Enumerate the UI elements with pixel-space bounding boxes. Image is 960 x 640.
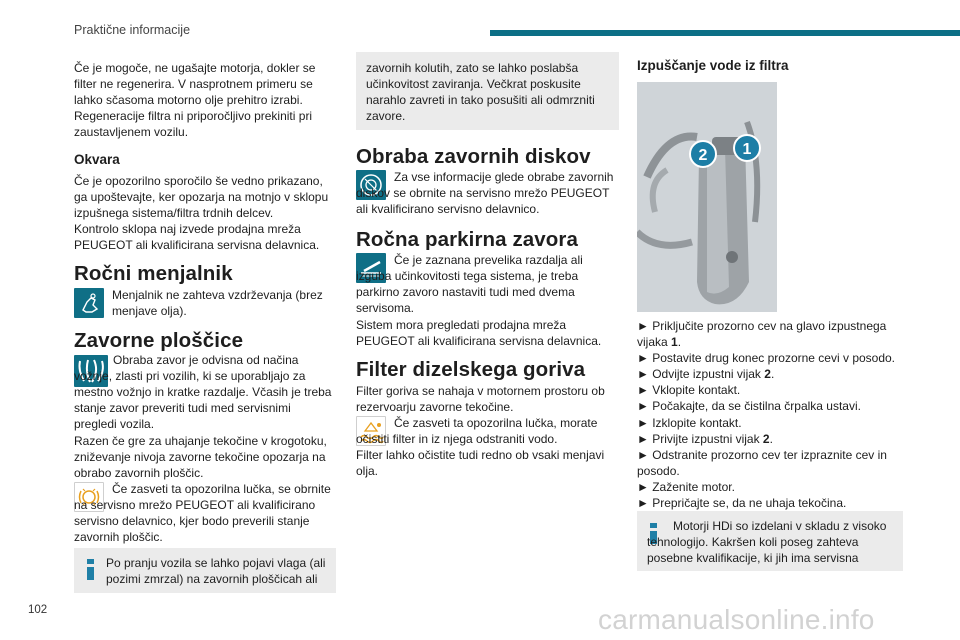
step-item: ► Postavite drug konec prozorne cevi v posodo.: [637, 351, 896, 366]
diesel-filter-text-1: Filter goriva se nahaja v motornem prostoru ob rezervoarju zavorne tekočine.: [356, 384, 605, 415]
photo-label-2: 2: [698, 147, 708, 164]
step-item: ► Prepričajte se, da ne uhaja tekočina.: [637, 496, 847, 511]
brake-pads-heading: Zavorne ploščice: [74, 329, 244, 352]
hdi-info-note: [637, 511, 903, 571]
drain-steps-list: [637, 318, 903, 511]
wash-info-text-continued: zavornih kolutih, zato se lahko poslabša učinkovitost zaviranja. Večkrat poskusite narahlo zavreti in tako posušiti ali odmrzniti zavore.: [366, 61, 595, 124]
manual-gearbox-text: Menjalnik ne zahteva vzdrževanja (brez menjave olja).: [112, 288, 323, 319]
intro-paragraph: Če je mogoče, ne ugašajte motorja, dokler se filter ne regenerira. V nasprotnem primeru se lahko sčasoma motorno olje prehitro izrabi. Regeneracije filtra ni priporočljivo prekiniti pri zaustavljenem vozilu.: [74, 61, 316, 140]
diesel-filter-heading: Filter dizelskega goriva: [356, 358, 586, 381]
step-item: ► Počakajte, da se čistilna črpalka ustavi.: [637, 399, 861, 414]
step-item: ► Odvijte izpustni vijak 2.: [637, 367, 775, 382]
hdi-info-text: Motorji HDi so izdelani v skladu z visoko tehnologijo. Kakršen koli poseg zahteva posebne kvalifikacije, ki jih ima servisna: [647, 519, 887, 566]
running-header: Praktične informacije: [74, 23, 191, 37]
brake-pads-text-1: Obraba zavor je odvisna od načina vožnje, zlasti pri vozilih, ki se uporabljajo za mestno vožnjo in kratke razdalje. Včasih je treba stanje zavor preveriti tudi med servisnimi pregledi vozila.: [74, 353, 332, 432]
gearbox-icon: [74, 288, 104, 318]
watermark: carmanualsonline.info: [598, 604, 875, 635]
manual-gearbox-heading: Ročni menjalnik: [74, 262, 233, 285]
brake-discs-heading: Obraba zavornih diskov: [356, 145, 591, 168]
okvara-text-2: Kontrolo sklopa naj izvede prodajna mreža PEUGEOT ali kvalificirana servisna delavnica.: [74, 222, 320, 253]
parking-brake-text-1: Če je zaznana prevelika razdalja ali izguba učinkovitosti tega sistema, je treba parkirno zavoro nastaviti tudi med dvema servisoma.: [356, 253, 583, 316]
drain-water-heading: Izpuščanje vode iz filtra: [637, 58, 789, 73]
brake-pads-text-2: Razen če gre za uhajanje tekočine v krogotoku, zniževanje nivoja zavorne tekočine opozarja na obrabo zavornih ploščic.: [74, 434, 327, 481]
step-item: ► Zaženite motor.: [637, 479, 735, 494]
brake-pads-text-3: Če zasveti ta opozorilna lučka, se obrnite na servisno mrežo PEUGEOT ali kvalificirano servisno delavnico, kjer bodo preverili stanje zavornih ploščic.: [74, 482, 331, 545]
header-accent-bar: [490, 30, 960, 36]
parking-brake-text-2: Sistem mora pregledati prodajna mreža PEUGEOT ali kvalificirana servisna delavnica.: [356, 318, 602, 349]
diesel-filter-text-3: Filter lahko očistite tudi redno ob vsaki menjavi olja.: [356, 448, 605, 479]
parking-brake-heading: Ročna parkirna zavora: [356, 228, 578, 251]
step-item: ► Odstranite prozorno cev ter izpraznite cev in posodo.: [637, 447, 887, 478]
wash-info-note: [74, 548, 336, 593]
step-item: ► Izklopite kontakt.: [637, 415, 742, 430]
okvara-text-1: Če je opozorilno sporočilo še vedno prikazano, ga upoštevajte, ker opozarja na motnjo v sklopu izpušnega sistema/filtra trdnih delcev.: [74, 174, 329, 221]
step-item: ► Priključite prozorno cev na glavo izpustnega vijaka 1.: [637, 319, 887, 350]
brake-discs-text: Za vse informacije glede obrabe zavornih diskov se obrnite na servisno mrežo PEUGEOT ali kvalificirano servisno delavnico.: [356, 170, 614, 217]
wash-info-note-continued: [356, 52, 619, 130]
fuel-filter-photo: [637, 82, 777, 312]
okvara-heading: Okvara: [74, 152, 120, 167]
step-item: ► Privijte izpustni vijak 2.: [637, 431, 773, 446]
page-number: 102: [28, 604, 48, 616]
wash-info-text: Po pranju vozila se lahko pojavi vlaga (ali pozimi zmrzal) na zavornih ploščicah ali: [106, 556, 326, 587]
diesel-filter-text-2: Če zasveti ta opozorilna lučka, morate očistiti filter in iz njega odstraniti vodo.: [356, 416, 598, 447]
photo-label-1: 1: [742, 141, 752, 158]
step-item: ► Vklopite kontakt.: [637, 383, 741, 398]
